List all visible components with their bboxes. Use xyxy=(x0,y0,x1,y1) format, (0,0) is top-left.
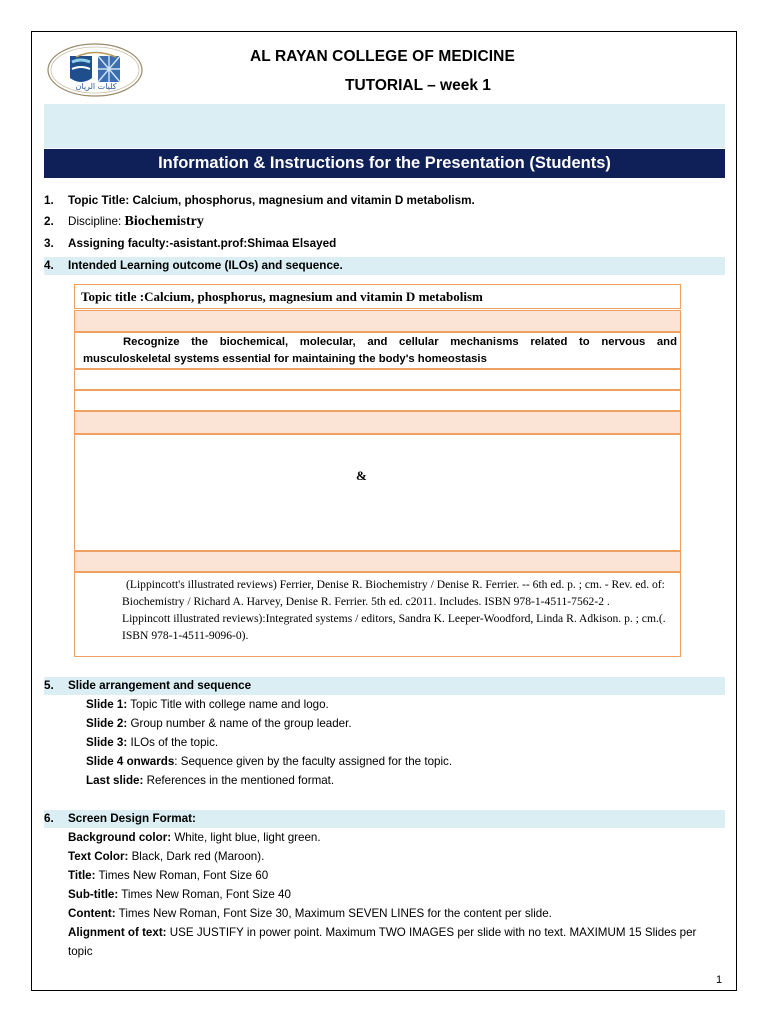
screen-design-heading: 6. Screen Design Format: xyxy=(44,810,725,828)
topic-value: Calcium, phosphorus, magnesium and vitamin D metabolism. xyxy=(132,194,475,207)
list-item: Slide 3: ILOs of the topic. xyxy=(86,736,219,749)
list-item: Slide 4 onwards: Sequence given by the faculty assigned for the topic. xyxy=(86,755,453,768)
list-item: Last slide: References in the mentioned format. xyxy=(86,774,335,787)
ilo-topic-title: Topic title :Calcium, phosphorus, magnesium and vitamin D metabolism xyxy=(74,284,681,309)
logo-caption: كليات الريان xyxy=(75,82,117,91)
ampersand: & xyxy=(356,468,367,483)
list-item: Sub-title: Times New Roman, Font Size 40 xyxy=(68,888,291,901)
ilo-content-cell xyxy=(74,434,681,551)
list-item: Alignment of text: USE JUSTIFY in power point. Maximum TWO IMAGES per slide with no text. MAXIMUM 15 Slides per topic xyxy=(68,926,697,958)
list-item: Slide 2: Group number & name of the group leader. xyxy=(86,717,352,730)
instructions-banner: Information & Instructions for the Presentation (Students) xyxy=(44,149,725,178)
slide-arrangement-heading: 5. Slide arrangement and sequence xyxy=(44,677,725,695)
discipline-label: Discipline: xyxy=(68,215,122,228)
item-ilos: 4. Intended Learning outcome (ILOs) and sequence. xyxy=(44,257,725,275)
list-item: Text Color: Black, Dark red (Maroon). xyxy=(68,850,265,863)
discipline-value: Biochemistry xyxy=(124,214,204,229)
faculty-label: Assigning faculty: xyxy=(68,237,170,250)
college-logo xyxy=(46,42,144,98)
list-item: Content: Times New Roman, Font Size 30, Maximum SEVEN LINES for the content per slide. xyxy=(68,907,552,920)
references-cell xyxy=(74,572,681,657)
ilo-empty-row xyxy=(74,369,681,390)
slide-arrangement-list xyxy=(86,695,452,790)
list-item: Title: Times New Roman, Font Size 60 xyxy=(68,869,269,882)
topic-label: Topic Title: xyxy=(68,194,130,207)
ilo-empty-row xyxy=(74,390,681,411)
page-number: 1 xyxy=(716,974,723,986)
ilos-heading: Intended Learning outcome (ILOs) and sequence. xyxy=(68,259,343,272)
reference-1: (Lippincott's illustrated reviews) Ferrier, Denise R. Biochemistry / Denise R. Ferrier. -- 6th ed. p. ; cm. - Rev. ed. of: Biochemistry / Richard A. Harvey, Denise R. Ferrier. 5th ed. c2011. Includes. ISBN 978-1-4511-7562-2 . xyxy=(122,578,665,608)
ilo-objective: Recognize the biochemical, molecular, and cellular mechanisms related to nervous and musculoskeletal systems essential for maintaining the body's homeostasis xyxy=(74,332,681,369)
college-name: AL RAYAN COLLEGE OF MEDICINE xyxy=(250,48,515,65)
reference-2: Lippincott illustrated reviews):Integrated systems / editors, Sandra K. Leeper-Woodford, Linda R. Adkison. p. ; cm.(. ISBN 978-1-4511-9096-0). xyxy=(122,612,666,642)
header-band xyxy=(44,104,725,148)
tutorial-week: TUTORIAL – week 1 xyxy=(345,77,491,94)
ilo-separator-row xyxy=(74,411,681,434)
ilo-separator-row xyxy=(74,310,681,332)
list-item: Background color: White, light blue, light green. xyxy=(68,831,321,844)
ilo-separator-row xyxy=(74,551,681,572)
faculty-value: -asistant.prof:Shimaa Elsayed xyxy=(169,237,337,250)
list-item: Slide 1: Topic Title with college name and logo. xyxy=(86,698,329,711)
screen-design-list xyxy=(68,828,724,961)
